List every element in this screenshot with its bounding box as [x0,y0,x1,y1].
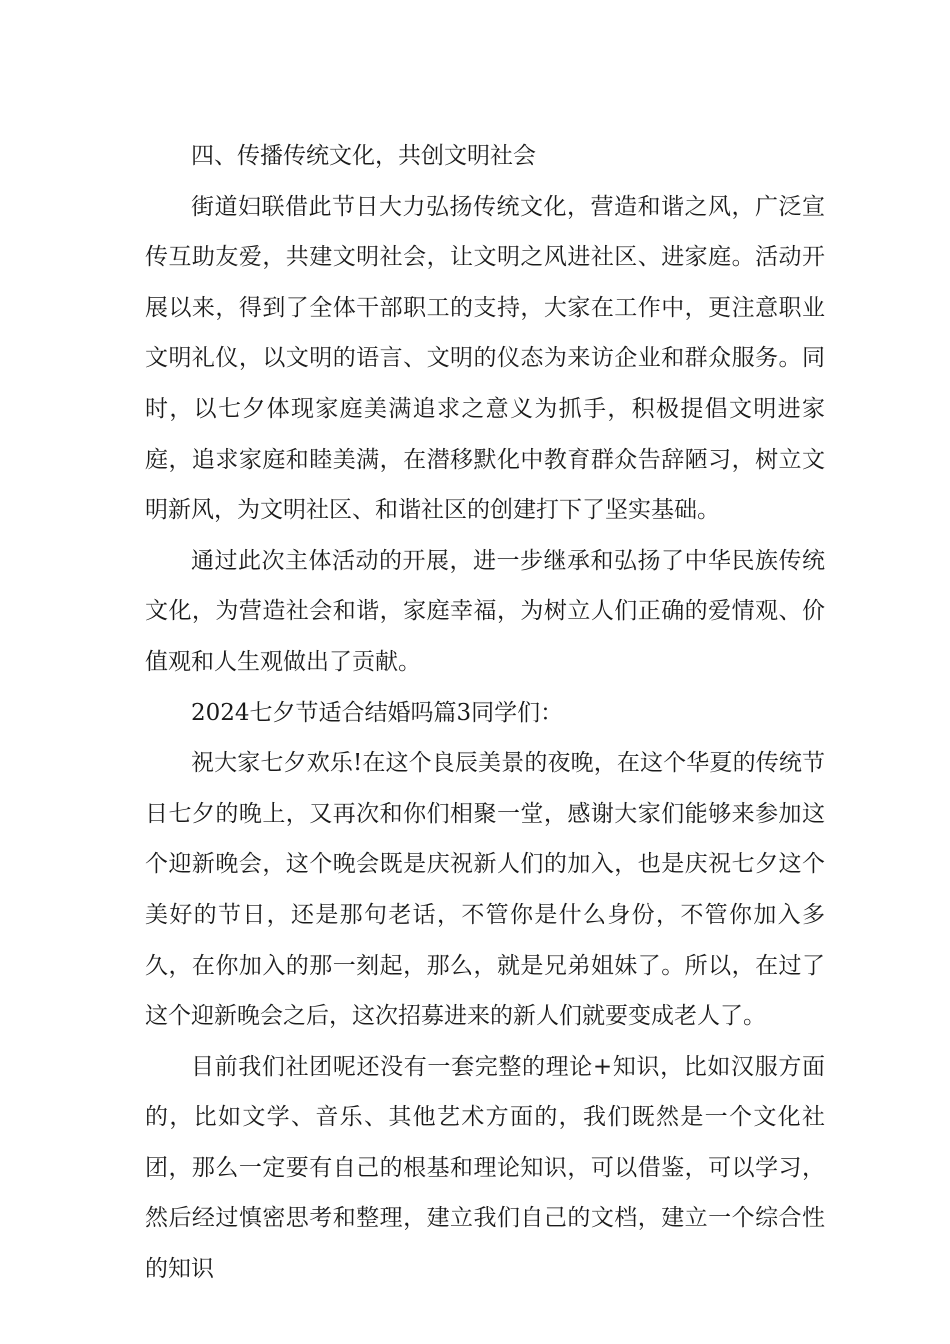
body-paragraph: 通过此次主体活动的开展，进一步继承和弘扬了中华民族传统文化，为营造社会和谐，家庭幸福，为树立人们正确的爱情观、价值观和人生观做出了贡献。 [145,547,825,675]
article-title-line: 2024七夕节适合结婚吗篇3同学们： [191,699,564,726]
body-paragraph: 祝大家七夕欢乐!在这个良辰美景的夜晚，在这个华夏的传统节日七夕的晚上，又再次和你们相聚一堂，感谢大家们能够来参加这个迎新晚会，这个晚会既是庆祝新人们的加入，也是庆祝七夕这个美好的节日，还是那句老话，不管你是什么身份，不管你加入多久，在你加入的那一刻起，那么，就是兄弟姐妹了。所以，在过了这个迎新晚会之后，这次招募进来的新人们就要变成老人了。 [145,750,825,1030]
body-paragraph: 街道妇联借此节日大力弘扬传统文化，营造和谐之风，广泛宣传互助友爱，共建文明社会，让文明之风进社区、进家庭。活动开展以来，得到了全体干部职工的支持，大家在工作中，更注意职业文明礼仪，以文明的语言、文明的仪态为来访企业和群众服务。同时，以七夕体现家庭美满追求之意义为抓手，积极提倡文明进家庭，追求家庭和睦美满，在潜移默化中教育群众告辞陋习，树立文明新风，为文明社区、和谐社区的创建打下了坚实基础。 [145,193,825,524]
document-page [145,131,825,1295]
section-heading: 四、传播传统文化，共创文明社会 [191,143,536,169]
body-paragraph: 目前我们社团呢还没有一套完整的理论+知识，比如汉服方面的，比如文学、音乐、其他艺术方面的，我们既然是一个文化社团，那么一定要有自己的根基和理论知识，可以借鉴，可以学习，然后经过慎密思考和整理，建立我们自己的文档，建立一个综合性的知识 [145,1053,825,1283]
